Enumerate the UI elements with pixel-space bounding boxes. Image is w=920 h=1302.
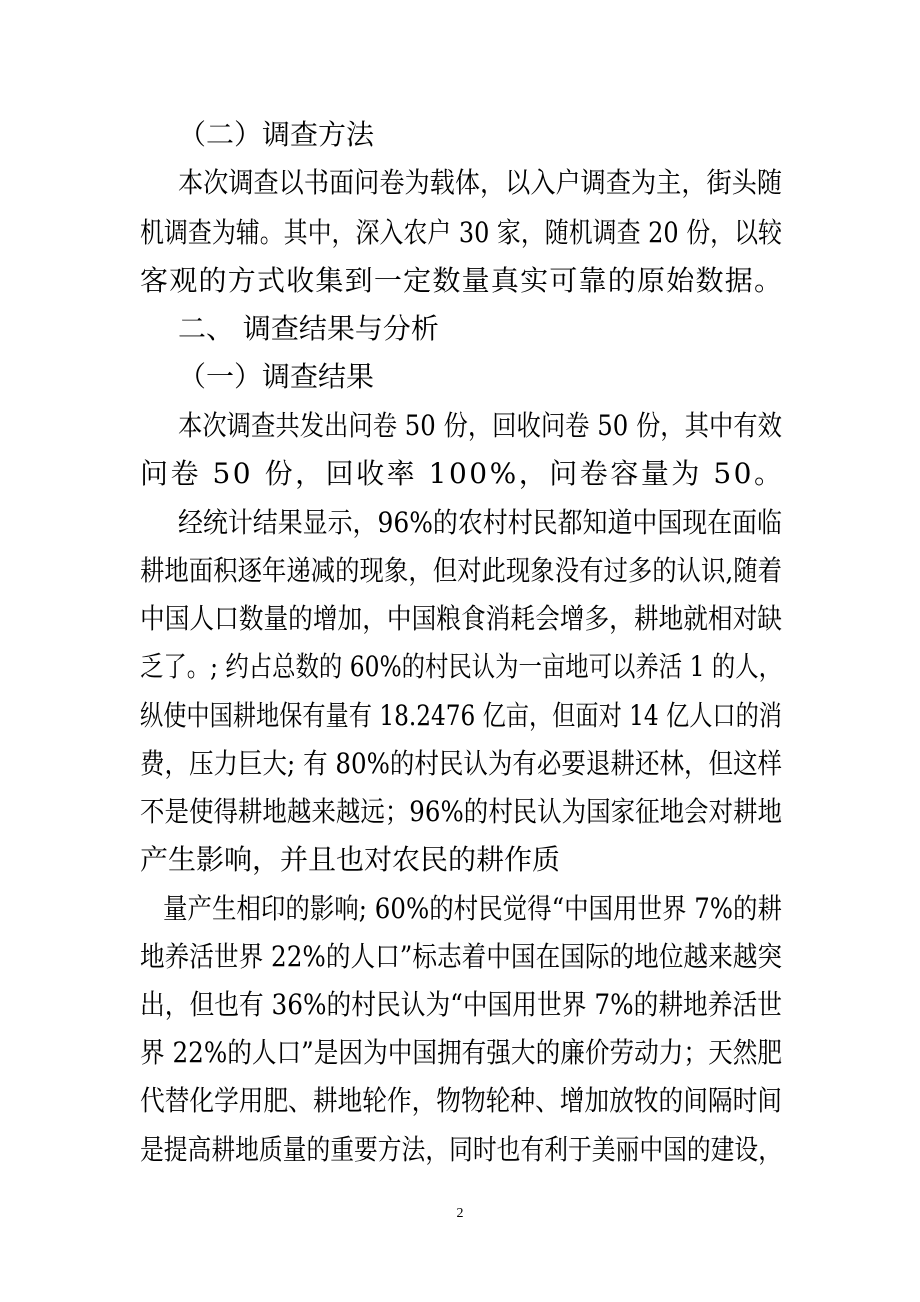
heading-survey-results: （一）调查结果 xyxy=(178,360,375,393)
results-paragraph-line: 本次调查共发出问卷 50 份，回收问卷 50 份，其中有效 xyxy=(178,409,782,442)
continued-paragraph-line: 出，但也有 36%的村民认为“中国用世界 7%的耕地养活世 xyxy=(140,988,782,1021)
continued-paragraph-line: 是提高耕地质量的重要方法，同时也有利于美丽中国的建设， xyxy=(140,1133,782,1166)
heading-results-analysis: 二、 调查结果与分析 xyxy=(178,312,439,345)
method-paragraph-line: 客观的方式收集到一定数量真实可靠的原始数据。 xyxy=(140,264,784,297)
continued-paragraph-line: 代替化学用肥、耕地轮作，物物轮种、增加放牧的间隔时间 xyxy=(140,1084,782,1117)
continued-paragraph-line: 量产生相印的影响; 60%的村民觉得“中国用世界 7%的耕 xyxy=(163,892,782,925)
statistics-paragraph-line: 费，压力巨大; 有 80%的村民认为有必要退耕还林，但这样 xyxy=(140,747,782,780)
statistics-paragraph-line: 纵使中国耕地保有量有 18.2476 亿亩，但面对 14 亿人口的消 xyxy=(140,699,782,732)
statistics-paragraph-line: 经统计结果显示，96%的农村村民都知道中国现在面临 xyxy=(178,506,782,539)
page-number: 2 xyxy=(456,1206,464,1221)
statistics-paragraph-line: 产生影响，并且也对农民的耕作质 xyxy=(140,843,561,876)
statistics-paragraph-line: 不是使得耕地越来越远；96%的村民认为国家征地会对耕地 xyxy=(140,795,782,828)
method-paragraph-line: 本次调查以书面问卷为载体，以入户调查为主，街头随 xyxy=(178,166,782,199)
continued-paragraph-line: 界 22%的人口”是因为中国拥有强大的廉价劳动力；天然肥 xyxy=(140,1036,782,1069)
method-paragraph-line: 机调查为辅。其中，深入农户 30 家，随机调查 20 份，以较 xyxy=(140,216,782,249)
statistics-paragraph-line: 中国人口数量的增加，中国粮食消耗会增多，耕地就相对缺 xyxy=(140,602,782,635)
statistics-paragraph-line: 耕地面积逐年递减的现象，但对此现象没有过多的认识,随着 xyxy=(140,554,782,587)
results-paragraph-line: 问卷 50 份，回收率 100%，问卷容量为 50。 xyxy=(140,457,785,490)
statistics-paragraph-line: 乏了。; 约占总数的 60%的村民认为一亩地可以养活 1 的人， xyxy=(140,650,782,683)
heading-survey-method: （二）调查方法 xyxy=(178,118,375,151)
continued-paragraph-line: 地养活世界 22%的人口”标志着中国在国际的地位越来越突 xyxy=(140,940,782,973)
